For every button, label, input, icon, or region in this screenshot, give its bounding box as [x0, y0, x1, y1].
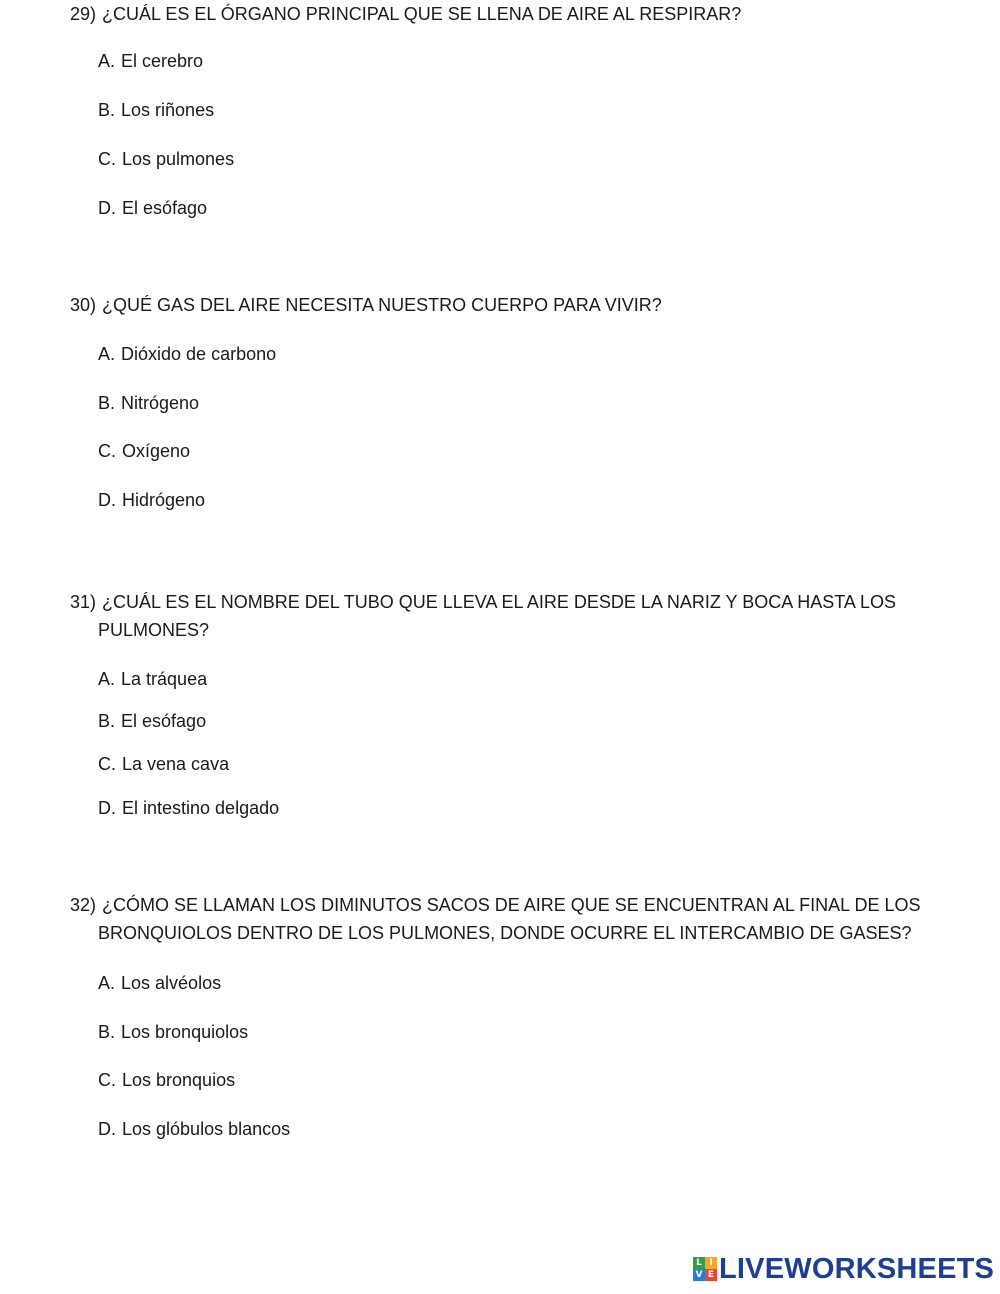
option-text: El esófago [122, 198, 208, 218]
question-text: ¿CUÁL ES EL NOMBRE DEL TUBO QUE LLEVA EL AIRE DESDE LA NARIZ Y BOCA HASTA LOS PULMONES? [98, 592, 896, 640]
option-30-c[interactable] [98, 439, 190, 463]
option-text: Hidrógeno [122, 490, 206, 510]
option-letter: B. [98, 1022, 116, 1042]
option-letter: A. [98, 51, 116, 71]
option-text: Los pulmones [122, 149, 235, 169]
option-letter: B. [98, 100, 116, 120]
logo-mark-letter: I [705, 1257, 717, 1269]
option-letter: C. [98, 1070, 116, 1090]
option-30-b[interactable] [98, 391, 199, 415]
option-text: Los riñones [121, 100, 215, 120]
option-letter: D. [98, 490, 116, 510]
question-32 [70, 891, 998, 947]
option-letter: D. [98, 798, 116, 818]
option-letter: D. [98, 198, 116, 218]
question-number: 31) [70, 592, 97, 612]
option-text: La tráquea [121, 669, 208, 689]
question-30 [70, 291, 998, 319]
option-letter: B. [98, 393, 116, 413]
question-number: 29) [70, 4, 97, 24]
question-31 [70, 588, 998, 644]
logo-mark-letter: E [705, 1269, 717, 1281]
option-text: Los bronquios [122, 1070, 236, 1090]
option-30-d[interactable] [98, 488, 205, 512]
option-letter: D. [98, 1119, 116, 1139]
option-32-b[interactable] [98, 1020, 248, 1044]
question-number: 32) [70, 895, 97, 915]
option-29-a[interactable] [98, 49, 203, 73]
liveworksheets-logo [693, 1252, 994, 1286]
option-text: Dióxido de carbono [121, 344, 277, 364]
option-29-c[interactable] [98, 147, 234, 171]
option-letter: A. [98, 344, 116, 364]
option-text: Los bronquiolos [121, 1022, 249, 1042]
option-text: Nitrógeno [121, 393, 200, 413]
liveworksheets-mark-icon [693, 1257, 717, 1281]
option-31-a[interactable] [98, 667, 207, 691]
question-29 [70, 0, 998, 28]
option-text: Los glóbulos blancos [122, 1119, 291, 1139]
option-letter: A. [98, 973, 116, 993]
question-text: ¿CÓMO SE LLAMAN LOS DIMINUTOS SACOS DE AIRE QUE SE ENCUENTRAN AL FINAL DE LOS BRONQUIOLOS DENTRO DE LOS PULMONES, DONDE OCURRE EL INTERCAMBIO DE GASES? [98, 895, 921, 943]
option-31-c[interactable] [98, 752, 229, 776]
option-32-c[interactable] [98, 1068, 235, 1092]
option-31-d[interactable] [98, 796, 279, 820]
option-text: El cerebro [121, 51, 204, 71]
logo-mark-letter: L [693, 1257, 705, 1269]
option-text: El intestino delgado [122, 798, 280, 818]
option-letter: C. [98, 441, 116, 461]
option-text: La vena cava [122, 754, 230, 774]
option-letter: C. [98, 754, 116, 774]
option-letter: C. [98, 149, 116, 169]
logo-wordmark: LIVEWORKSHEETS [719, 1252, 995, 1285]
logo-mark-letter: V [693, 1269, 705, 1281]
option-letter: B. [98, 711, 116, 731]
option-29-d[interactable] [98, 196, 207, 220]
option-32-d[interactable] [98, 1117, 290, 1141]
option-text: Los alvéolos [121, 973, 222, 993]
question-text: ¿QUÉ GAS DEL AIRE NECESITA NUESTRO CUERPO PARA VIVIR? [102, 295, 662, 315]
option-31-b[interactable] [98, 709, 206, 733]
option-text: Oxígeno [122, 441, 191, 461]
question-text: ¿CUÁL ES EL ÓRGANO PRINCIPAL QUE SE LLENA DE AIRE AL RESPIRAR? [102, 4, 742, 24]
option-32-a[interactable] [98, 971, 221, 995]
option-30-a[interactable] [98, 342, 276, 366]
question-number: 30) [70, 295, 97, 315]
option-letter: A. [98, 669, 116, 689]
option-29-b[interactable] [98, 98, 214, 122]
option-text: El esófago [121, 711, 207, 731]
